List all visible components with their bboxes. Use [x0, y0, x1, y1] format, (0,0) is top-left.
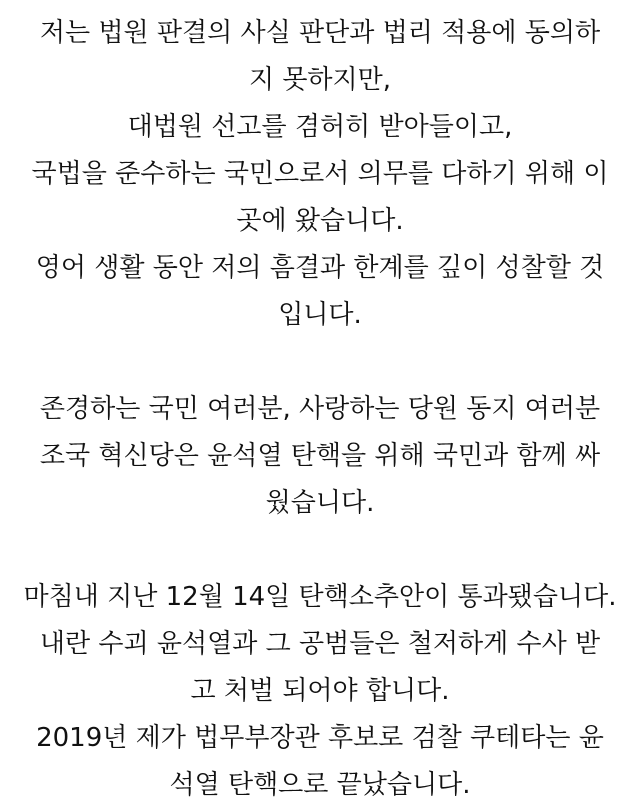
- text-line: 웠습니다.: [265, 488, 375, 518]
- text-line: 영어 생활 동안 저의 흠결과 한계를 깊이 성찰할 것: [35, 253, 605, 283]
- text-line: 국법을 준수하는 국민으로서 의무를 다하기 위해 이: [31, 159, 609, 189]
- text-line: 2019년 제가 법무부장관 후보로 검찰 쿠테타는 윤: [36, 723, 604, 753]
- text-line: 마침내 지난 12월 14일 탄핵소추안이 통과됐습니다.: [23, 582, 617, 612]
- text-line: 저는 법원 판결의 사실 판단과 법리 적용에 동의하: [39, 18, 601, 48]
- text-line: 대법원 선고를 겸허히 받아들이고,: [127, 112, 513, 142]
- paragraph-spacer: [0, 527, 640, 574]
- paragraph-2: [0, 386, 640, 527]
- text-line: 내란 수괴 윤석열과 그 공범들은 철저하게 수사 받: [39, 629, 601, 659]
- paragraph-spacer: [0, 339, 640, 386]
- paragraph-1: [0, 10, 640, 339]
- text-line: 존경하는 국민 여러분, 사랑하는 당원 동지 여러분: [39, 394, 601, 424]
- text-line: 입니다.: [278, 300, 362, 330]
- text-line: 석열 탄핵으로 끝났습니다.: [169, 770, 471, 800]
- paragraph-3: [0, 574, 640, 809]
- text-line: 고 처벌 되어야 합니다.: [190, 676, 450, 706]
- text-line: 조국 혁신당은 윤석열 탄핵을 위해 국민과 함께 싸: [39, 441, 601, 471]
- text-line: 곳에 왔습니다.: [236, 206, 404, 236]
- text-line: 지 못하지만,: [248, 65, 392, 95]
